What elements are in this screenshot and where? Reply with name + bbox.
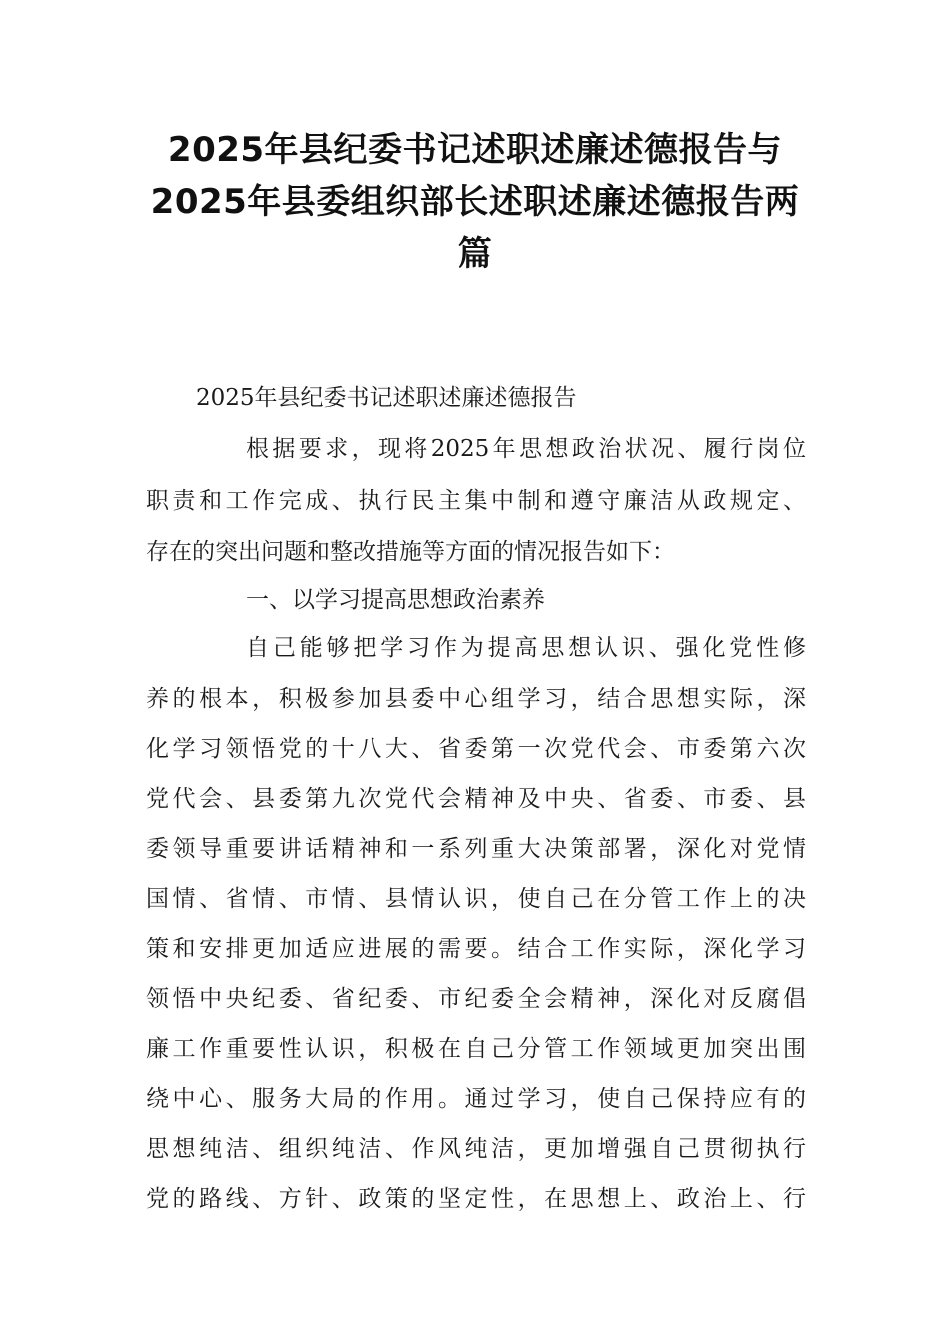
paragraph-2-line-3: 化学习领悟党的十八大、省委第一次党代会、市委第六次 [146, 736, 806, 762]
paragraph-1-line-2: 职责和工作完成、执行民主集中制和遵守廉洁从政规定、 [146, 488, 806, 514]
section-heading-1: 一、以学习提高思想政治素养 [246, 587, 545, 613]
paragraph-2-line-6: 国情、省情、市情、县情认识，使自己在分管工作上的决 [146, 886, 806, 912]
document-title [100, 124, 850, 280]
paragraph-2-line-9: 廉工作重要性认识，积极在自己分管工作领域更加突出围 [146, 1036, 806, 1062]
paragraph-2-line-10: 绕中心、服务大局的作用。通过学习，使自己保持应有的 [146, 1086, 806, 1112]
paragraph-1-line-3: 存在的突出问题和整改措施等方面的情况报告如下： [146, 539, 675, 565]
paragraph-2-line-1: 自己能够把学习作为提高思想认识、强化党性修 [246, 635, 806, 661]
paragraph-1-line-1: 根据要求，现将2025年思想政治状况、履行岗位 [246, 436, 806, 462]
title-line-1: 2025年县纪委书记述职述廉述德报告与 [167, 130, 783, 170]
paragraph-2-line-2: 养的根本，积极参加县委中心组学习，结合思想实际，深 [146, 686, 806, 712]
title-line-3: 篇 [457, 234, 493, 274]
paragraph-2-line-12: 党的路线、方针、政策的坚定性，在思想上、政治上、行 [146, 1186, 806, 1212]
paragraph-2-line-5: 委领导重要讲话精神和一系列重大决策部署，深化对党情 [146, 836, 806, 862]
report-subtitle: 2025年县纪委书记述职述廉述德报告 [196, 385, 577, 411]
title-line-2: 2025年县委组织部长述职述廉述德报告两 [150, 182, 800, 222]
paragraph-2-line-4: 党代会、县委第九次党代会精神及中央、省委、市委、县 [146, 786, 806, 812]
paragraph-2-line-11: 思想纯洁、组织纯洁、作风纯洁，更加增强自己贯彻执行 [146, 1136, 806, 1162]
paragraph-2-line-7: 策和安排更加适应进展的需要。结合工作实际，深化学习 [146, 936, 806, 962]
paragraph-2-line-8: 领悟中央纪委、省纪委、市纪委全会精神，深化对反腐倡 [146, 986, 806, 1012]
